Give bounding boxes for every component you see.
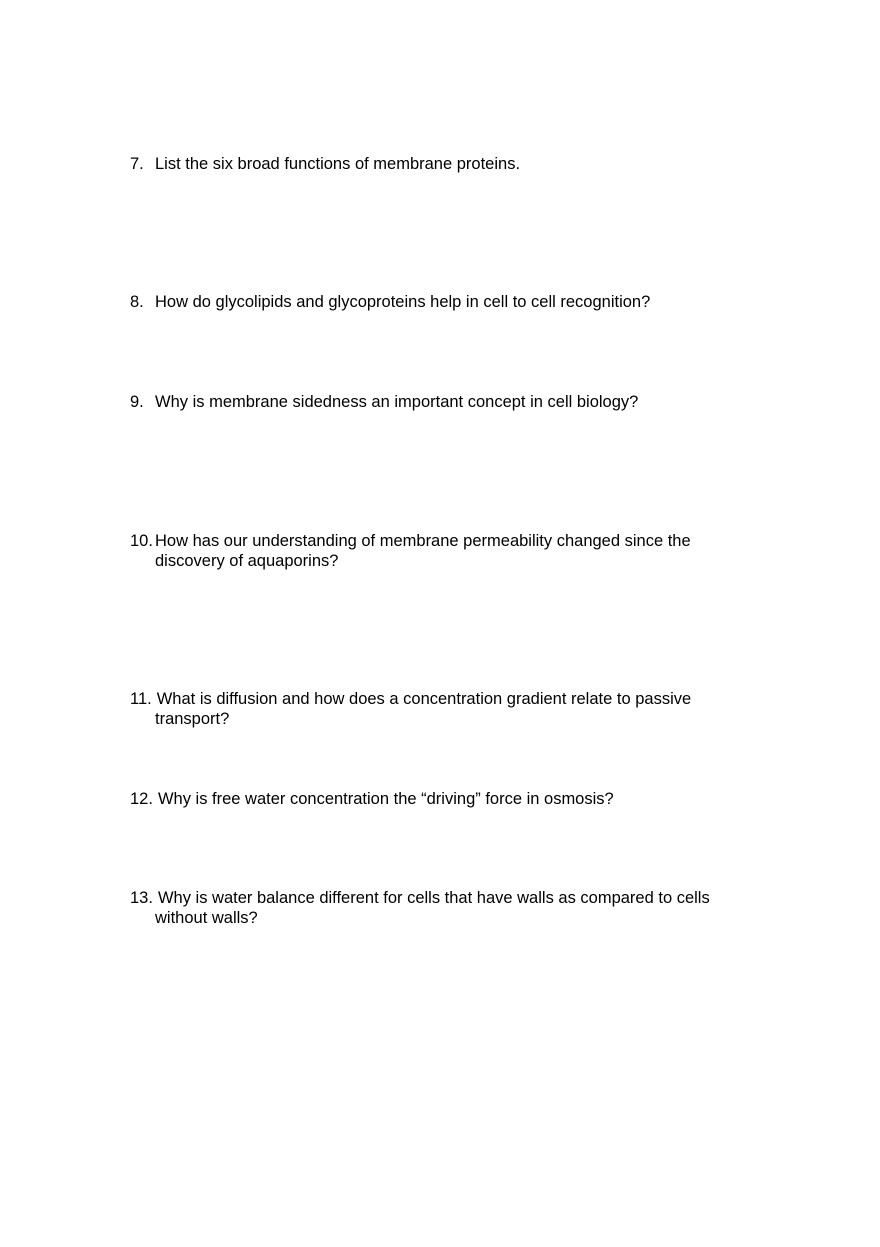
question-line — [130, 531, 770, 551]
question-text-continuation: without walls? — [155, 909, 258, 927]
question-number: 12. — [130, 790, 153, 808]
question-text: What is diffusion and how does a concentration gradient relate to passive — [156, 690, 692, 708]
question-text: How has our understanding of membrane permeability changed since the — [155, 532, 691, 550]
question-7 — [130, 154, 770, 174]
question-text-continuation: transport? — [155, 710, 230, 728]
question-number: 7. — [130, 155, 144, 173]
question-text-continuation: discovery of aquaporins? — [155, 552, 339, 570]
question-11 — [130, 689, 770, 729]
question-8 — [130, 292, 770, 312]
question-12 — [130, 789, 770, 809]
question-text: Why is membrane sidedness an important concept in cell biology? — [155, 393, 639, 411]
question-line — [130, 789, 770, 809]
question-13 — [130, 888, 770, 928]
question-text: Why is water balance different for cells that have walls as compared to cells — [157, 889, 710, 907]
question-text: Why is free water concentration the “driving” force in osmosis? — [157, 790, 614, 808]
question-number: 10. — [130, 532, 153, 550]
question-text: How do glycolipids and glycoproteins help in cell to cell recognition? — [155, 293, 651, 311]
question-line — [130, 689, 770, 709]
question-line — [130, 888, 770, 908]
question-line — [130, 392, 770, 412]
question-text: List the six broad functions of membrane proteins. — [155, 155, 521, 173]
question-number: 9. — [130, 393, 144, 411]
question-number: 11. — [130, 690, 152, 708]
question-10 — [130, 531, 770, 571]
question-line — [130, 292, 770, 312]
question-number: 13. — [130, 889, 153, 907]
question-9 — [130, 392, 770, 412]
question-number: 8. — [130, 293, 144, 311]
question-line — [130, 154, 770, 174]
